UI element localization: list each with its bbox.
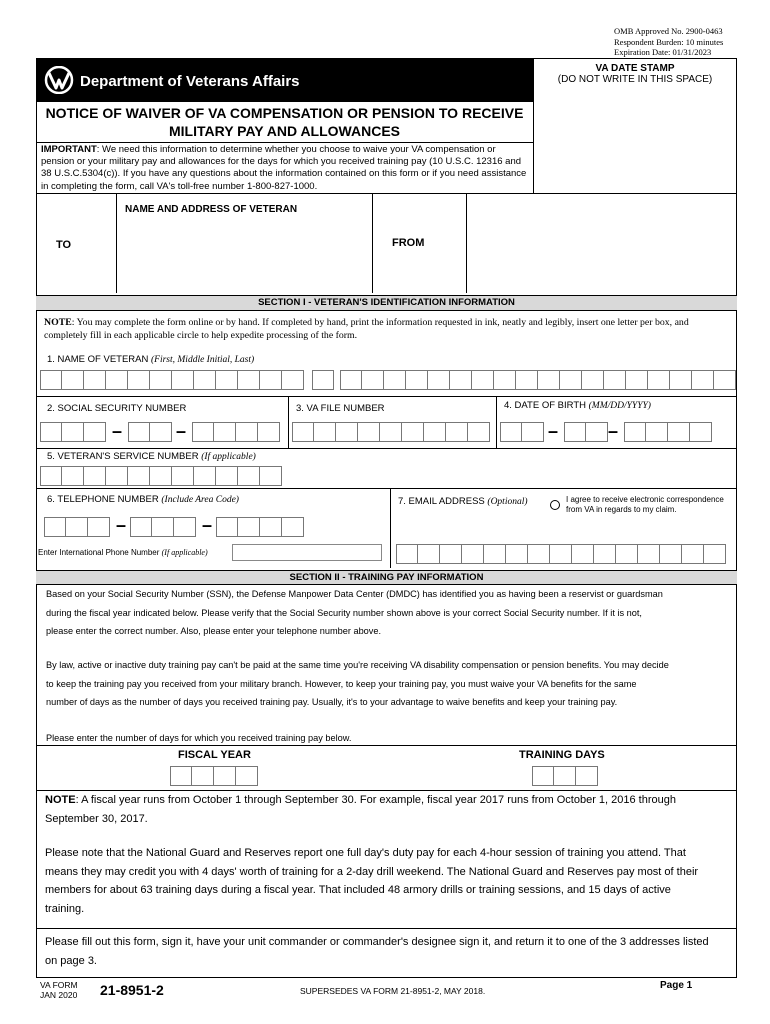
character-box[interactable] (336, 422, 358, 442)
stamp-note: (DO NOT WRITE IN THIS SPACE) (557, 74, 713, 85)
character-box[interactable] (550, 544, 572, 564)
name-address-label: NAME AND ADDRESS OF VETERAN (125, 204, 298, 215)
law-paragraph: By law, active or inactive duty training pay can't be paid at the same time you're receiving VA disability compensation or pension benefits. You may decide to keep the training pay you received from your military branch. However, to keep your training pay, you must waive your VA benefits for the same number of days as the number of days you received training pay. Usually, it's to your advantage to waive benefits and keep your training pay. (46, 660, 669, 707)
form-title-line1: NOTICE OF WAIVER OF VA COMPENSATION OR PENSION TO RECEIVE (45, 105, 524, 121)
character-box[interactable] (468, 422, 490, 442)
character-box[interactable] (576, 766, 598, 786)
character-box[interactable] (214, 422, 236, 442)
character-box[interactable] (624, 422, 646, 442)
phone-dash: – (116, 515, 127, 535)
character-box[interactable] (462, 544, 484, 564)
character-box[interactable] (62, 370, 84, 390)
character-box[interactable] (238, 370, 260, 390)
character-box[interactable] (260, 466, 282, 486)
omb-block (614, 26, 723, 58)
character-box[interactable] (66, 517, 88, 537)
character-box[interactable] (282, 517, 304, 537)
section1-note (44, 316, 714, 342)
ssn-part1-input[interactable] (40, 422, 106, 442)
phone-line-input[interactable] (216, 517, 304, 537)
character-box[interactable] (406, 370, 428, 390)
character-box[interactable] (106, 370, 128, 390)
phone-dash: – (202, 515, 213, 535)
section1-note-label: NOTE (44, 317, 72, 328)
character-box[interactable] (44, 517, 66, 537)
character-box[interactable] (500, 422, 522, 442)
character-box[interactable] (538, 370, 560, 390)
character-box[interactable] (418, 544, 440, 564)
character-box[interactable] (340, 370, 362, 390)
character-box[interactable] (314, 422, 336, 442)
character-box[interactable] (152, 517, 174, 537)
footer-page-number: Page 1 (660, 980, 693, 991)
character-box[interactable] (216, 466, 238, 486)
email-consent-radio[interactable] (550, 500, 560, 510)
character-box[interactable] (62, 466, 84, 486)
middle-initial-input[interactable] (312, 370, 334, 390)
intl-phone-label: Enter International Phone Number (If applicable) (38, 548, 208, 557)
ssn-label: 2. SOCIAL SECURITY NUMBER (47, 403, 187, 414)
omb-number: OMB Approved No. 2900-0463 (614, 26, 723, 36)
character-box[interactable] (150, 466, 172, 486)
character-box[interactable] (238, 466, 260, 486)
character-box[interactable] (494, 370, 516, 390)
character-box[interactable] (84, 422, 106, 442)
section1-header: SECTION I - VETERAN'S IDENTIFICATION INFORMATION (36, 295, 737, 311)
character-box[interactable] (396, 544, 418, 564)
character-box[interactable] (704, 544, 726, 564)
character-box[interactable] (130, 517, 152, 537)
character-box[interactable] (692, 370, 714, 390)
return-instructions: Please fill out this form, sign it, have your unit commander or commander's designee sign it, and return it to one of the 3 addresses listed on page 3. (45, 936, 709, 967)
from-label: FROM (392, 237, 425, 249)
dob-month-input[interactable] (500, 422, 544, 442)
character-box[interactable] (84, 370, 106, 390)
phone-prefix-input[interactable] (130, 517, 196, 537)
character-box[interactable] (216, 517, 238, 537)
character-box[interactable] (670, 370, 692, 390)
divider (36, 448, 737, 449)
character-box[interactable] (174, 517, 196, 537)
character-box[interactable] (40, 422, 62, 442)
fiscal-year-input[interactable] (170, 766, 258, 786)
divider (36, 488, 737, 489)
agency-name: Department of Veterans Affairs (80, 73, 300, 90)
character-box[interactable] (682, 544, 704, 564)
footer-supersedes: SUPERSEDES VA FORM 21-8951-2, MAY 2018. (300, 986, 486, 996)
ssn-part2-input[interactable] (128, 422, 172, 442)
character-box[interactable] (84, 466, 106, 486)
divider (36, 745, 737, 746)
va-file-number-label: 3. VA FILE NUMBER (296, 403, 385, 414)
character-box[interactable] (106, 466, 128, 486)
veteran-name-label: 1. NAME OF VETERAN (First, Middle Initial, Last) (47, 354, 255, 365)
character-box[interactable] (282, 370, 304, 390)
character-box[interactable] (192, 766, 214, 786)
service-number-label: 5. VETERAN'S SERVICE NUMBER (If applicable) (47, 451, 256, 462)
dob-year-input[interactable] (624, 422, 712, 442)
character-box[interactable] (62, 422, 84, 442)
character-box[interactable] (172, 370, 194, 390)
character-box[interactable] (604, 370, 626, 390)
important-text: : We need this information to determine whether you choose to waive your VA compensation or pension or your military pay and allowances for the days for which you received training pay (10 U.S.C. 12316 and 38 U.S.C.5304(c)). If you have any questions about the information contained on this form or if you need assistance in completing the form, call VA's toll-free number 1-800-827-1000. (41, 144, 527, 192)
service-number-input[interactable] (40, 466, 282, 486)
character-box[interactable] (586, 422, 608, 442)
character-box[interactable] (660, 544, 682, 564)
character-box[interactable] (554, 766, 576, 786)
character-box[interactable] (424, 422, 446, 442)
character-box[interactable] (516, 370, 538, 390)
character-box[interactable] (582, 370, 604, 390)
character-box[interactable] (616, 544, 638, 564)
first-name-input[interactable] (40, 370, 304, 390)
character-box[interactable] (236, 422, 258, 442)
character-box[interactable] (668, 422, 690, 442)
character-box[interactable] (646, 422, 668, 442)
dob-day-input[interactable] (564, 422, 608, 442)
character-box[interactable] (128, 422, 150, 442)
intl-phone-input[interactable] (232, 544, 382, 561)
character-box[interactable] (564, 422, 586, 442)
va-file-number-input[interactable] (292, 422, 490, 442)
fiscal-year-note: NOTE: A fiscal year runs from October 1 through September 30. For example, fiscal year 2017 runs from October 1, 2016 through September 30, 2017. (45, 794, 676, 825)
character-box[interactable] (380, 422, 402, 442)
character-box[interactable] (626, 370, 648, 390)
character-box[interactable] (150, 422, 172, 442)
email-input[interactable] (396, 544, 726, 564)
fiscal-year-label: FISCAL YEAR (178, 749, 251, 761)
character-box[interactable] (528, 544, 550, 564)
important-label: IMPORTANT (41, 144, 97, 155)
character-box[interactable] (484, 544, 506, 564)
character-box[interactable] (440, 544, 462, 564)
character-box[interactable] (214, 766, 236, 786)
character-box[interactable] (402, 422, 424, 442)
character-box[interactable] (292, 422, 314, 442)
character-box[interactable] (172, 466, 194, 486)
character-box[interactable] (194, 370, 216, 390)
character-box[interactable] (128, 370, 150, 390)
to-label: TO (56, 239, 72, 251)
enter-days-instruction: Please enter the number of days for which you received training pay below. (46, 733, 352, 743)
ssn-dash: – (176, 421, 187, 441)
character-box[interactable] (714, 370, 736, 390)
character-box[interactable] (362, 370, 384, 390)
footer-form-label: VA FORM JAN 2020 (40, 980, 78, 1000)
character-box[interactable] (594, 544, 616, 564)
divider (496, 396, 497, 448)
character-box[interactable] (384, 370, 406, 390)
phone-area-code-input[interactable] (44, 517, 110, 537)
telephone-label: 6. TELEPHONE NUMBER (Include Area Code) (47, 494, 239, 505)
divider (36, 396, 737, 397)
address-row (36, 193, 737, 293)
character-box[interactable] (312, 370, 334, 390)
footer-form-number: 21-8951-2 (100, 982, 164, 998)
training-days-input[interactable] (532, 766, 598, 786)
character-box[interactable] (194, 466, 216, 486)
form-title-line2: MILITARY PAY AND ALLOWANCES (168, 123, 400, 139)
from-address-field[interactable] (466, 194, 737, 293)
character-box[interactable] (560, 370, 582, 390)
character-box[interactable] (428, 370, 450, 390)
dob-dash: – (548, 421, 559, 441)
divider (390, 488, 391, 568)
character-box[interactable] (472, 370, 494, 390)
character-box[interactable] (572, 544, 594, 564)
character-box[interactable] (88, 517, 110, 537)
character-box[interactable] (40, 370, 62, 390)
character-box[interactable] (690, 422, 712, 442)
character-box[interactable] (258, 422, 280, 442)
character-box[interactable] (40, 466, 62, 486)
character-box[interactable] (446, 422, 468, 442)
last-name-input[interactable] (340, 370, 736, 390)
character-box[interactable] (236, 766, 258, 786)
character-box[interactable] (170, 766, 192, 786)
character-box[interactable] (260, 517, 282, 537)
character-box[interactable] (238, 517, 260, 537)
ssn-part3-input[interactable] (192, 422, 280, 442)
character-box[interactable] (260, 370, 282, 390)
character-box[interactable] (128, 466, 150, 486)
section2-header: SECTION II - TRAINING PAY INFORMATION (36, 570, 737, 585)
ssn-dash: – (112, 421, 123, 441)
ssn-paragraph: Based on your Social Security Number (SSN), the Defense Manpower Data Center (DMDC) has identified you as having been a reservist or guardsman during the fiscal year indicated below. Please verify that the Social Security number shown above is your correct Social Security number. If it is not, please enter the correct number. Also, please enter your telephone number above. (46, 589, 663, 636)
section1-note-text: : You may complete the form online or by hand. If completed by hand, print the information requested in ink, neatly and legibly, insert one letter per box, and completely fill in each applicable circle to help expedite processing of the form. (44, 317, 689, 341)
divider (288, 396, 289, 448)
to-address-field[interactable] (116, 194, 373, 293)
character-box[interactable] (648, 370, 670, 390)
stamp-title: VA DATE STAMP (595, 63, 675, 74)
character-box[interactable] (358, 422, 380, 442)
training-days-label: TRAINING DAYS (519, 749, 605, 761)
character-box[interactable] (506, 544, 528, 564)
dob-dash: – (608, 421, 619, 441)
character-box[interactable] (150, 370, 172, 390)
email-label: 7. EMAIL ADDRESS (Optional) (398, 496, 528, 507)
character-box[interactable] (450, 370, 472, 390)
national-guard-paragraph: Please note that the National Guard and Reserves report one full day's duty pay for each 4-hour session of training you attend. That means they may credit you with 4 days' worth of training for a 2-day drill weekend. The National Guard and Reserves pay most of their members for about 63 training days during a fiscal year. That included 48 armory drills or training sessions, and 15 days of active training. (45, 847, 699, 915)
character-box[interactable] (192, 422, 214, 442)
character-box[interactable] (522, 422, 544, 442)
character-box[interactable] (216, 370, 238, 390)
expiration-date: Expiration Date: 01/31/2023 (614, 47, 712, 57)
email-consent-text: I agree to receive electronic correspondence from VA in regards to my claim. (566, 495, 724, 514)
character-box[interactable] (638, 544, 660, 564)
divider (36, 928, 737, 929)
character-box[interactable] (532, 766, 554, 786)
respondent-burden: Respondent Burden: 10 minutes (614, 36, 724, 47)
dob-label: 4. DATE OF BIRTH (MM/DD/YYYY) (504, 400, 651, 411)
